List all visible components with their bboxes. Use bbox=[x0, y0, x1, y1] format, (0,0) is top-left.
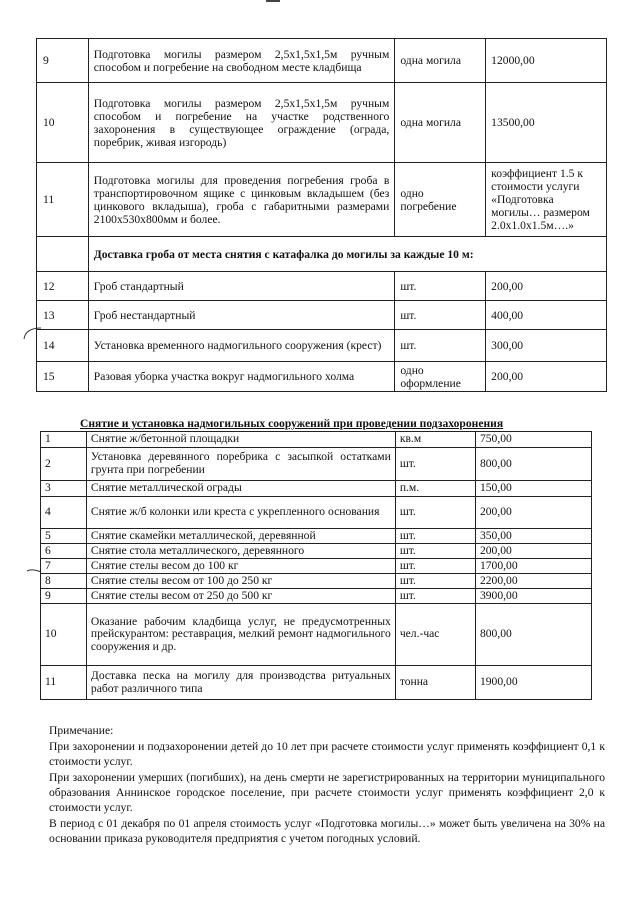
service-description: Подготовка могилы размером 2,5х1,5х1,5м ручным способом и погребение на участке родственного захоронения в существующее ограждение (ограда, поребрик, живая изгородь) bbox=[88, 83, 395, 163]
service-description: Снятие металлической ограды bbox=[86, 481, 395, 497]
unit: п.м. bbox=[395, 481, 475, 497]
row-number: 8 bbox=[41, 574, 87, 589]
service-description: Снятие скамейки металлической, деревянной bbox=[86, 529, 395, 544]
unit: чел.-час bbox=[395, 604, 475, 666]
table-row bbox=[41, 589, 592, 604]
row-number: 9 bbox=[37, 39, 89, 83]
table-row bbox=[37, 301, 607, 330]
unit: шт. bbox=[395, 544, 475, 559]
row-number: 9 bbox=[41, 589, 87, 604]
service-description: Снятие стола металлического, деревянного bbox=[86, 544, 395, 559]
note-heading: Примечание: bbox=[49, 724, 114, 737]
unit: шт. bbox=[395, 497, 475, 529]
note-paragraph: При захоронении умерших (погибших), на день смерти не зарегистрированных на территории муниципального образования Аннинское городское поселение, при расчете стоимости услуг применять коэффициент 2,0 к стоимости услуг. bbox=[49, 771, 605, 814]
table-row bbox=[41, 529, 592, 544]
price: 350,00 bbox=[475, 529, 591, 544]
service-description: Разовая уборка участка вокруг надмогильного холма bbox=[88, 362, 395, 392]
unit: шт. bbox=[395, 589, 475, 604]
section-spacer bbox=[37, 237, 89, 272]
table-row bbox=[41, 432, 592, 448]
table-row bbox=[37, 163, 607, 237]
row-number: 14 bbox=[37, 330, 89, 362]
table-row bbox=[41, 559, 592, 574]
section-title: Доставка гроба от места снятия с катафалка до могилы за каждые 10 м: bbox=[88, 237, 606, 272]
price: 200,00 bbox=[486, 272, 607, 301]
service-description: Установка деревянного поребрика с засыпкой остатками грунта при погребении bbox=[86, 448, 395, 481]
services-table-1 bbox=[36, 38, 607, 392]
row-number: 6 bbox=[41, 544, 87, 559]
row-number: 11 bbox=[37, 163, 89, 237]
table-row bbox=[37, 83, 607, 163]
unit: шт. bbox=[395, 574, 475, 589]
price: 200,00 bbox=[475, 544, 591, 559]
section-heading: Снятие и установка надмогильных сооружений при проведении подзахоронения bbox=[80, 417, 504, 430]
price: 300,00 bbox=[486, 330, 607, 362]
row-number: 4 bbox=[41, 497, 87, 529]
service-description: Подготовка могилы размером 2,5х1,5х1,5м ручным способом и погребение на свободном месте кладбища bbox=[88, 39, 395, 83]
unit: одно погребение bbox=[395, 163, 486, 237]
unit: шт. bbox=[395, 330, 486, 362]
price: коэффициент 1.5 к стоимости услуги «Подготовка могилы… размером 2.0х1.0х1.5м….» bbox=[486, 163, 607, 237]
services-table-2 bbox=[40, 431, 592, 700]
service-description: Снятие стелы весом от 250 до 500 кг bbox=[86, 589, 395, 604]
page-top-mark bbox=[266, 0, 280, 2]
row-number: 12 bbox=[37, 272, 89, 301]
price: 1700,00 bbox=[475, 559, 591, 574]
price: 2200,00 bbox=[475, 574, 591, 589]
table-row bbox=[41, 544, 592, 559]
unit: одно оформление bbox=[395, 362, 486, 392]
section-row bbox=[37, 237, 607, 272]
service-description: Подготовка могилы для проведения погребения гроба в транспортировочном ящике с цинковым вкладышем (без цинкового вкладыша), гроба с габаритными размерами 2100х530х800мм и более. bbox=[88, 163, 395, 237]
table-row bbox=[41, 666, 592, 700]
service-description: Снятие ж/бетонной площадки bbox=[86, 432, 395, 448]
service-description: Установка временного надмогильного сооружения (крест) bbox=[88, 330, 395, 362]
table-row bbox=[41, 481, 592, 497]
row-number: 3 bbox=[41, 481, 87, 497]
unit: шт. bbox=[395, 448, 475, 481]
price: 800,00 bbox=[475, 604, 591, 666]
note-paragraph: При захоронении и подзахоронении детей до 10 лет при расчете стоимости услуг применять коэффициент 0,1 к стоимости услуг. bbox=[49, 740, 605, 768]
price: 200,00 bbox=[475, 497, 591, 529]
service-description: Доставка песка на могилу для производства ритуальных работ различного типа bbox=[86, 666, 395, 700]
unit: одна могила bbox=[395, 39, 486, 83]
price: 3900,00 bbox=[475, 589, 591, 604]
note-paragraph: В период с 01 декабря по 01 апреля стоимость услуг «Подготовка могилы…» может быть увеличена на 30% на основании приказа руководителя предприятия с учетом погодных условий. bbox=[49, 817, 605, 845]
table-row bbox=[41, 448, 592, 481]
service-description: Снятие стелы весом до 100 кг bbox=[86, 559, 395, 574]
table-row bbox=[41, 574, 592, 589]
row-number: 13 bbox=[37, 301, 89, 330]
unit: кв.м bbox=[395, 432, 475, 448]
service-description: Гроб нестандартный bbox=[88, 301, 395, 330]
unit: шт. bbox=[395, 272, 486, 301]
price: 150,00 bbox=[475, 481, 591, 497]
table-row bbox=[41, 497, 592, 529]
service-description: Гроб стандартный bbox=[88, 272, 395, 301]
price: 1900,00 bbox=[475, 666, 591, 700]
table-row bbox=[37, 39, 607, 83]
unit: одна могила bbox=[395, 83, 486, 163]
table-row bbox=[37, 362, 607, 392]
table-row bbox=[37, 272, 607, 301]
price: 200,00 bbox=[486, 362, 607, 392]
row-number: 5 bbox=[41, 529, 87, 544]
row-number: 11 bbox=[41, 666, 87, 700]
price: 13500,00 bbox=[486, 83, 607, 163]
row-number: 7 bbox=[41, 559, 87, 574]
row-number: 10 bbox=[37, 83, 89, 163]
service-description: Оказание рабочим кладбища услуг, не предусмотренных прейскурантом: реставрация, мелкий ремонт надмогильного сооружения и др. bbox=[86, 604, 395, 666]
unit: шт. bbox=[395, 559, 475, 574]
service-description: Снятие ж/б колонки или креста с укрепленного основания bbox=[86, 497, 395, 529]
row-number: 10 bbox=[41, 604, 87, 666]
price: 800,00 bbox=[475, 448, 591, 481]
price: 12000,00 bbox=[486, 39, 607, 83]
unit: шт. bbox=[395, 529, 475, 544]
table-row bbox=[37, 330, 607, 362]
service-description: Снятие стелы весом от 100 до 250 кг bbox=[86, 574, 395, 589]
price: 750,00 bbox=[475, 432, 591, 448]
row-number: 2 bbox=[41, 448, 87, 481]
row-number: 15 bbox=[37, 362, 89, 392]
table-row bbox=[41, 604, 592, 666]
unit: шт. bbox=[395, 301, 486, 330]
price: 400,00 bbox=[486, 301, 607, 330]
note-block bbox=[49, 723, 605, 846]
row-number: 1 bbox=[41, 432, 87, 448]
unit: тонна bbox=[395, 666, 475, 700]
